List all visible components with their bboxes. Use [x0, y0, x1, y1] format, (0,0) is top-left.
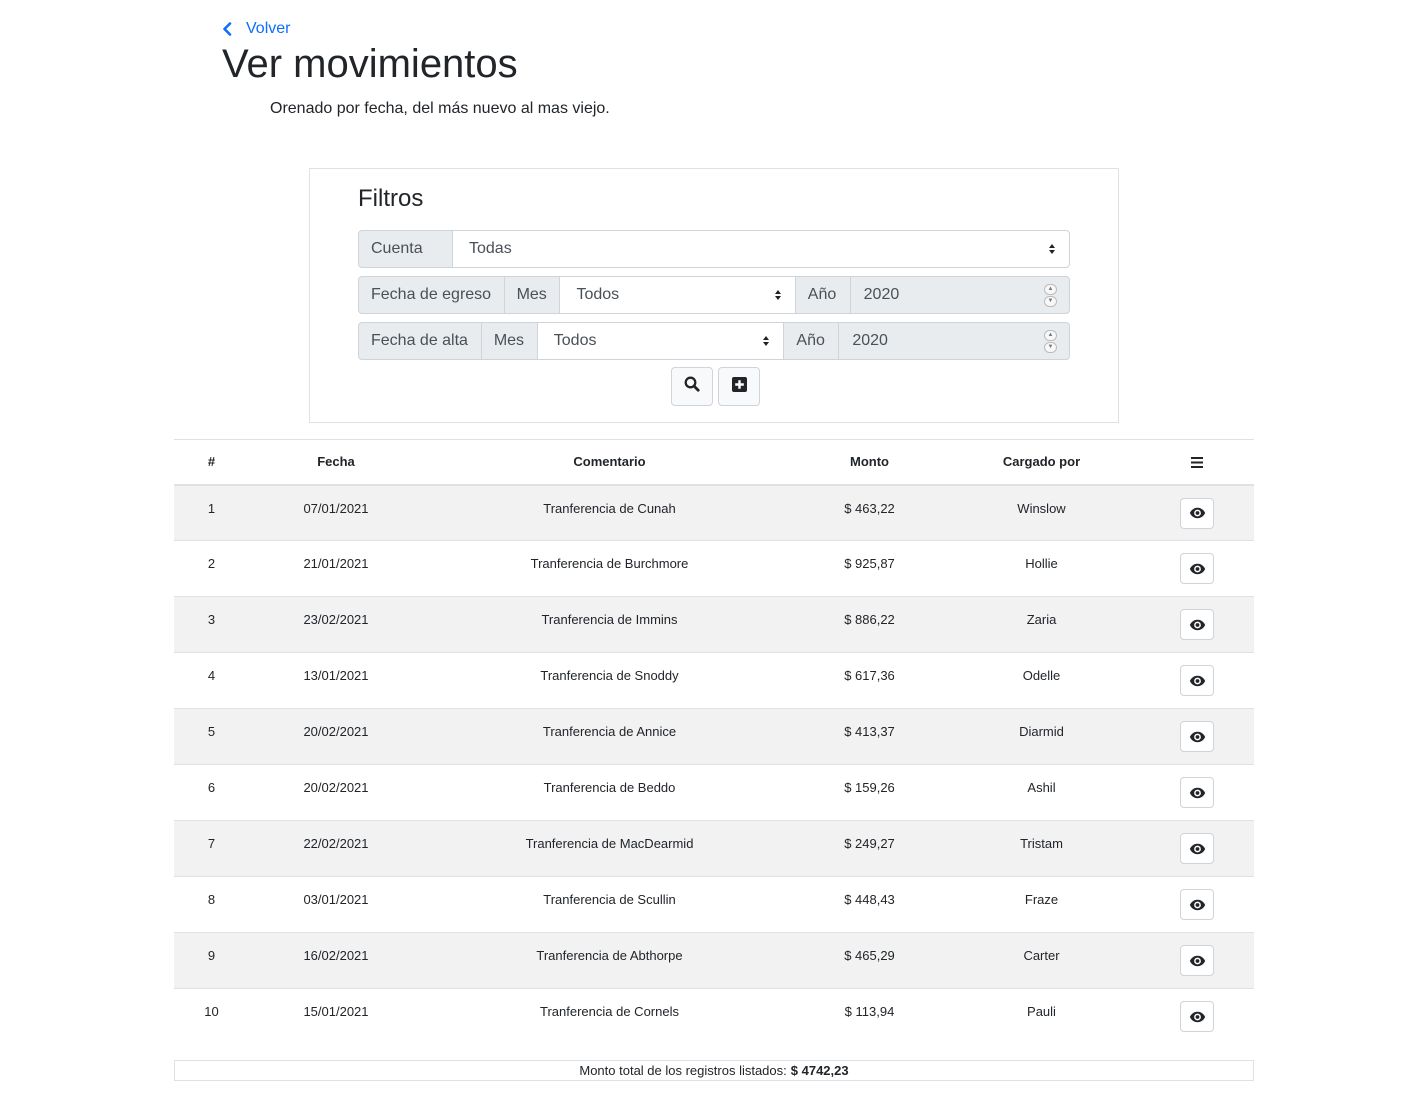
add-button[interactable]: [718, 367, 760, 406]
row-loaded-by-cell: Odelle: [943, 653, 1140, 709]
row-comment-cell: Tranferencia de Beddo: [423, 765, 796, 821]
table-row: [174, 933, 1254, 989]
view-button[interactable]: [1180, 945, 1214, 976]
header-amount: Monto: [796, 440, 943, 485]
header-comment: Comentario: [423, 440, 796, 485]
movements-table: [174, 439, 1254, 1045]
created-date-filter-group: [358, 322, 1070, 360]
row-loaded-by-cell: Diarmid: [943, 709, 1140, 765]
total-value: $ 4742,23: [790, 1063, 849, 1078]
back-link[interactable]: [222, 18, 290, 40]
created-year-label: Año: [783, 322, 839, 360]
number-spinner[interactable]: [1044, 284, 1057, 307]
table-row: [174, 709, 1254, 765]
row-actions-cell: [1140, 933, 1254, 989]
spin-down-icon[interactable]: ▼: [1044, 342, 1057, 353]
row-number-cell: 10: [174, 989, 249, 1045]
row-amount-cell: $ 249,27: [796, 821, 943, 877]
view-button[interactable]: [1180, 609, 1214, 640]
eye-icon: [1189, 787, 1206, 799]
row-amount-cell: $ 925,87: [796, 541, 943, 597]
view-button[interactable]: [1180, 721, 1214, 752]
row-actions-cell: [1140, 877, 1254, 933]
number-spinner[interactable]: [1044, 330, 1057, 353]
row-date-cell: 21/01/2021: [249, 541, 423, 597]
row-comment-cell: Tranferencia de Immins: [423, 597, 796, 653]
egress-year-label: Año: [795, 276, 851, 314]
row-number-cell: 2: [174, 541, 249, 597]
row-amount-cell: $ 463,22: [796, 485, 943, 541]
row-date-cell: 20/02/2021: [249, 709, 423, 765]
view-button[interactable]: [1180, 889, 1214, 920]
row-date-cell: 07/01/2021: [249, 485, 423, 541]
row-comment-cell: Tranferencia de Snoddy: [423, 653, 796, 709]
row-comment-cell: Tranferencia de Cunah: [423, 485, 796, 541]
row-comment-cell: Tranferencia de Burchmore: [423, 541, 796, 597]
row-comment-cell: Tranferencia de Annice: [423, 709, 796, 765]
egress-month-label: Mes: [504, 276, 561, 314]
created-month-select[interactable]: [537, 322, 785, 360]
created-month-label: Mes: [481, 322, 538, 360]
page-title: Ver movimientos: [222, 42, 518, 86]
row-amount-cell: $ 886,22: [796, 597, 943, 653]
header-loaded-by: Cargado por: [943, 440, 1140, 485]
account-select-value: Todas: [469, 240, 512, 257]
table-row: [174, 485, 1254, 541]
view-button[interactable]: [1180, 777, 1214, 808]
row-number-cell: 4: [174, 653, 249, 709]
spin-down-icon[interactable]: ▼: [1044, 296, 1057, 307]
chevron-left-icon: [222, 22, 232, 36]
row-loaded-by-cell: Fraze: [943, 877, 1140, 933]
row-actions-cell: [1140, 541, 1254, 597]
row-date-cell: 13/01/2021: [249, 653, 423, 709]
egress-year-value: 2020: [863, 286, 900, 303]
header-date: Fecha: [249, 440, 423, 485]
row-actions-cell: [1140, 765, 1254, 821]
row-number-cell: 9: [174, 933, 249, 989]
header-number: #: [174, 440, 249, 485]
row-amount-cell: $ 413,37: [796, 709, 943, 765]
account-filter-group: [358, 230, 1070, 268]
account-select[interactable]: [452, 230, 1070, 268]
table-row: [174, 653, 1254, 709]
filters-title: Filtros: [358, 185, 424, 212]
row-loaded-by-cell: Winslow: [943, 485, 1140, 541]
view-button[interactable]: [1180, 1001, 1214, 1032]
created-year-input[interactable]: [838, 322, 1070, 360]
row-actions-cell: [1140, 821, 1254, 877]
row-actions-cell: [1140, 709, 1254, 765]
row-amount-cell: $ 159,26: [796, 765, 943, 821]
row-loaded-by-cell: Tristam: [943, 821, 1140, 877]
sort-arrows-icon: [763, 336, 769, 346]
table-row: [174, 765, 1254, 821]
row-date-cell: 23/02/2021: [249, 597, 423, 653]
view-button[interactable]: [1180, 665, 1214, 696]
created-year-value: 2020: [852, 332, 888, 349]
egress-month-value: Todos: [576, 286, 620, 303]
created-month-value: Todos: [553, 332, 597, 349]
spin-up-icon[interactable]: ▲: [1044, 330, 1057, 341]
row-actions-cell: [1140, 989, 1254, 1045]
row-date-cell: 16/02/2021: [249, 933, 423, 989]
row-number-cell: 5: [174, 709, 249, 765]
row-comment-cell: Tranferencia de MacDearmid: [423, 821, 796, 877]
row-amount-cell: $ 113,94: [796, 989, 943, 1045]
eye-icon: [1189, 619, 1206, 631]
view-button[interactable]: [1180, 498, 1214, 529]
bars-icon: [1191, 454, 1203, 469]
eye-icon: [1189, 843, 1206, 855]
eye-icon: [1189, 955, 1206, 967]
row-number-cell: 6: [174, 765, 249, 821]
spin-up-icon[interactable]: ▲: [1044, 284, 1057, 295]
row-actions-cell: [1140, 653, 1254, 709]
back-link-label: Volver: [246, 20, 291, 37]
view-button[interactable]: [1180, 833, 1214, 864]
row-amount-cell: $ 617,36: [796, 653, 943, 709]
created-date-label: Fecha de alta: [358, 322, 482, 360]
row-loaded-by-cell: Ashil: [943, 765, 1140, 821]
row-date-cell: 22/02/2021: [249, 821, 423, 877]
row-date-cell: 03/01/2021: [249, 877, 423, 933]
table-row: [174, 877, 1254, 933]
table-row: [174, 989, 1254, 1045]
view-button[interactable]: [1180, 553, 1214, 584]
filter-actions: [671, 367, 760, 406]
row-loaded-by-cell: Carter: [943, 933, 1140, 989]
row-actions-cell: [1140, 597, 1254, 653]
row-number-cell: 3: [174, 597, 249, 653]
row-number-cell: 1: [174, 485, 249, 541]
row-date-cell: 20/02/2021: [249, 765, 423, 821]
table-row: [174, 541, 1254, 597]
egress-month-select[interactable]: [559, 276, 795, 314]
search-button[interactable]: [671, 367, 713, 406]
eye-icon: [1189, 507, 1206, 519]
egress-date-label: Fecha de egreso: [358, 276, 505, 314]
table-row: [174, 821, 1254, 877]
row-amount-cell: $ 448,43: [796, 877, 943, 933]
row-number-cell: 7: [174, 821, 249, 877]
sort-arrows-icon: [1049, 244, 1055, 254]
eye-icon: [1189, 731, 1206, 743]
egress-year-input[interactable]: [850, 276, 1070, 314]
row-comment-cell: Tranferencia de Abthorpe: [423, 933, 796, 989]
eye-icon: [1189, 563, 1206, 575]
table-row: [174, 597, 1254, 653]
eye-icon: [1189, 675, 1206, 687]
row-comment-cell: Tranferencia de Cornels: [423, 989, 796, 1045]
table-header-row: [174, 440, 1254, 485]
row-actions-cell: [1140, 485, 1254, 541]
account-label: Cuenta: [358, 230, 453, 268]
header-actions: [1140, 440, 1254, 485]
sort-arrows-icon: [775, 290, 781, 300]
plus-square-icon: [732, 377, 747, 397]
total-label: Monto total de los registros listados:: [579, 1063, 787, 1078]
eye-icon: [1189, 1011, 1206, 1023]
egress-date-filter-group: [358, 276, 1070, 314]
row-loaded-by-cell: Pauli: [943, 989, 1140, 1045]
row-date-cell: 15/01/2021: [249, 989, 423, 1045]
row-loaded-by-cell: Hollie: [943, 541, 1140, 597]
row-number-cell: 8: [174, 877, 249, 933]
total-summary: [174, 1060, 1254, 1081]
filters-card: [309, 168, 1119, 423]
page-subtitle: Orenado por fecha, del más nuevo al mas viejo.: [270, 100, 610, 117]
eye-icon: [1189, 899, 1206, 911]
search-icon: [684, 376, 700, 397]
row-comment-cell: Tranferencia de Scullin: [423, 877, 796, 933]
row-amount-cell: $ 465,29: [796, 933, 943, 989]
row-loaded-by-cell: Zaria: [943, 597, 1140, 653]
